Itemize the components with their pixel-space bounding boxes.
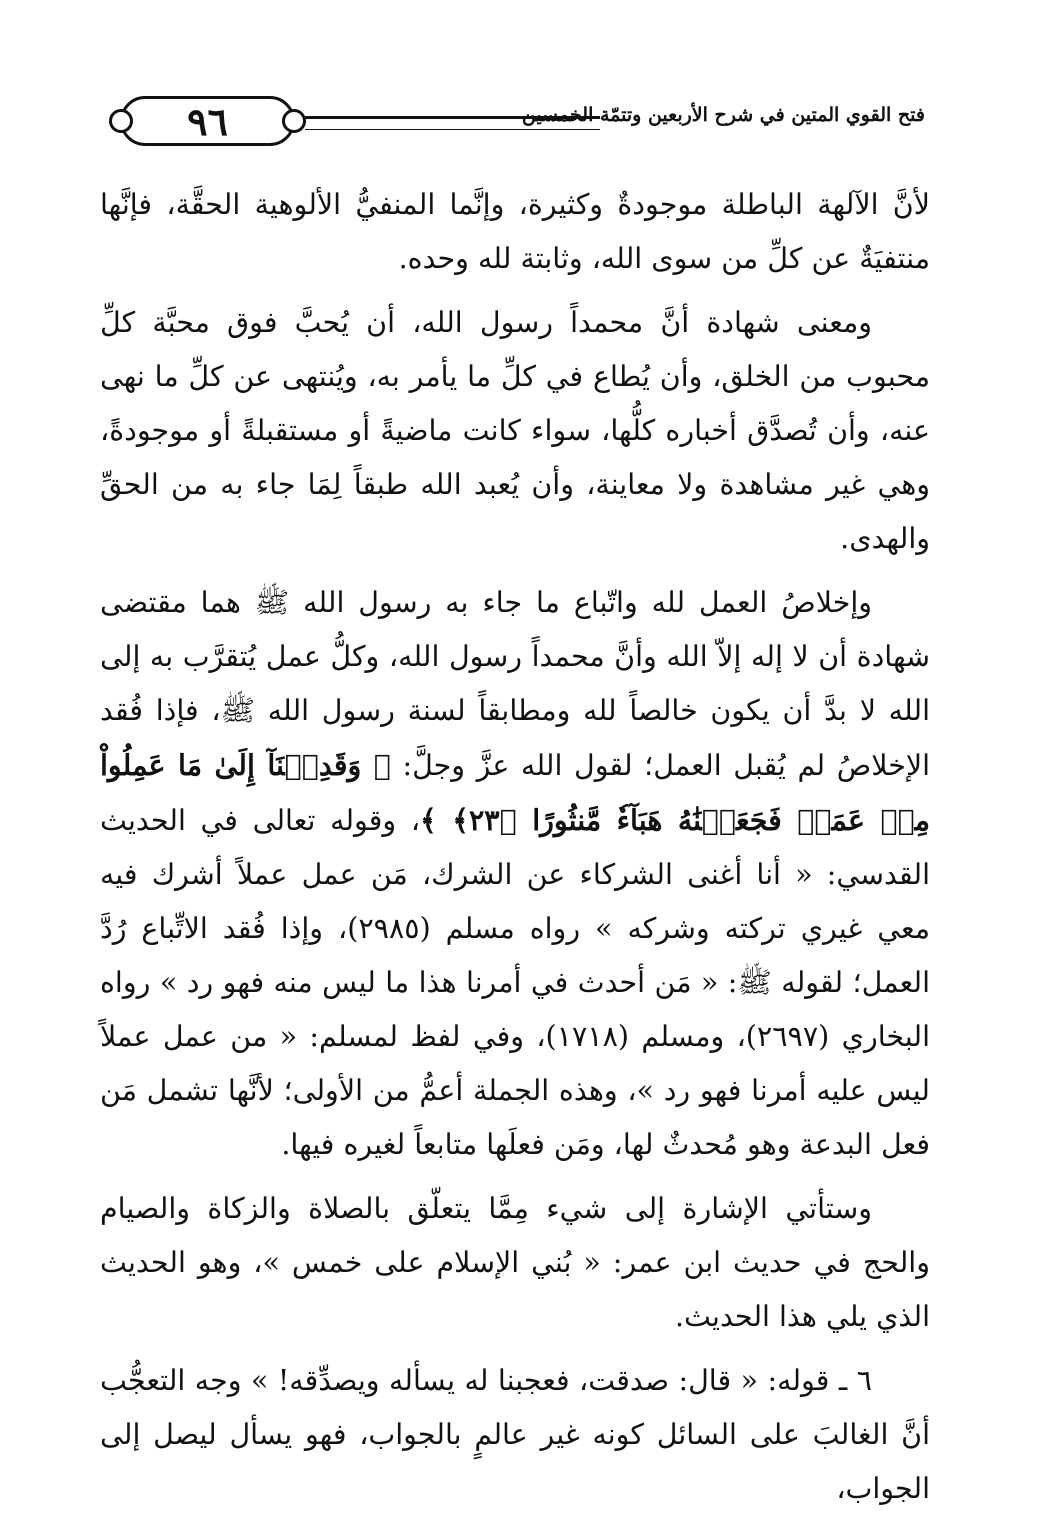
- paragraph-1: لأنَّ الآلهة الباطلة موجودةٌ وكثيرة، وإنَّما المنفيُّ الألوهية الحقَّة، فإنَّها منتفيَةٌ عن كلِّ من سوى الله، وثابتة لله وحده.: [100, 188, 930, 275]
- paragraph-3-continuation: ، وقوله تعالى في الحديث القدسي: « أنا أغنى الشركاء عن الشرك، مَن عمل عملاً أشرك فيه معي غيري تركته وشركه » رواه مسلم (٢٩٨٥)، وإذا فُقد الاتِّباع رُدَّ العمل؛ لقوله ﷺ: « مَن أحدث في أمرنا هذا ما ليس منه فهو رد » رواه البخاري (٢٦٩٧)، ومسلم (١٧١٨)، وفي لفظ لمسلم: « من عمل عملاً ليس عليه أمرنا فهو رد »، وهذه الجملة أعمُّ من الأولى؛ لأنَّها تشمل مَن فعل البدعة وهو مُحدثٌ لها، ومَن فعلَها متابعاً لغيره فيها.: [100, 804, 930, 1161]
- page-number: ٩٦: [120, 96, 295, 146]
- running-title: فتح القوي المتين في شرح الأربعين وتتمّة الخمسين: [521, 104, 925, 126]
- paragraph-2: ومعنى شهادة أنَّ محمداً رسول الله، أن يُحبَّ فوق محبَّة كلِّ محبوب من الخلق، وأن يُطاع في كلِّ ما يأمر به، ويُنتهى عن كلِّ ما نهى عنه، وأن تُصدَّق أخباره كلُّها، سواء كانت ماضيةً أو مستقبلةً أو موجودةً، وهي غير مشاهدة ولا معاينة، وأن يُعبد الله طبقاً لِمَا جاء به من الحقِّ والهدى.: [100, 306, 930, 555]
- paragraph-4: وستأتي الإشارة إلى شيء مِمَّا يتعلّق بالصلاة والزكاة والصيام والحج في حديث ابن عمر: « بُني الإسلام على خمس »، وهو الحديث الذي يلي هذا الحديث.: [100, 1192, 930, 1333]
- paragraph-5: ٦ ـ قوله: « قال: صدقت، فعجبنا له يسأله ويصدِّقه! » وجه التعجُّب أنَّ الغالبَ على السائل كونه غير عالمٍ بالجواب، فهو يسأل ليصل إلى الجواب،: [100, 1364, 930, 1505]
- paragraph-3: [100, 576, 930, 1172]
- page-body: [100, 178, 930, 1526]
- quran-verse: ﴿ وَقَدِمۡنَآ إِلَىٰ مَا عَمِلُواْ مِنۡ عَمَلٖ فَجَعَلۡنَٰهُ هَبَآءٗ مَّنثُورًا ﴿٢٣﴾ ﴾: [100, 748, 930, 837]
- page-header: [100, 88, 930, 160]
- paragraph-3-intro: وإخلاصُ العمل لله واتّباع ما جاء به رسول الله ﷺ هما مقتضى شهادة أن لا إله إلاّ الله وأنَّ محمداً رسول الله، وكلُّ عمل يُتقرَّب به إلى الله لا بدَّ أن يكون خالصاً لله ومطابقاً لسنة رسول الله ﷺ، فإذا فُقد الإخلاصُ لم يُقبل العمل؛ لقول الله عزَّ وجلَّ:: [100, 586, 930, 782]
